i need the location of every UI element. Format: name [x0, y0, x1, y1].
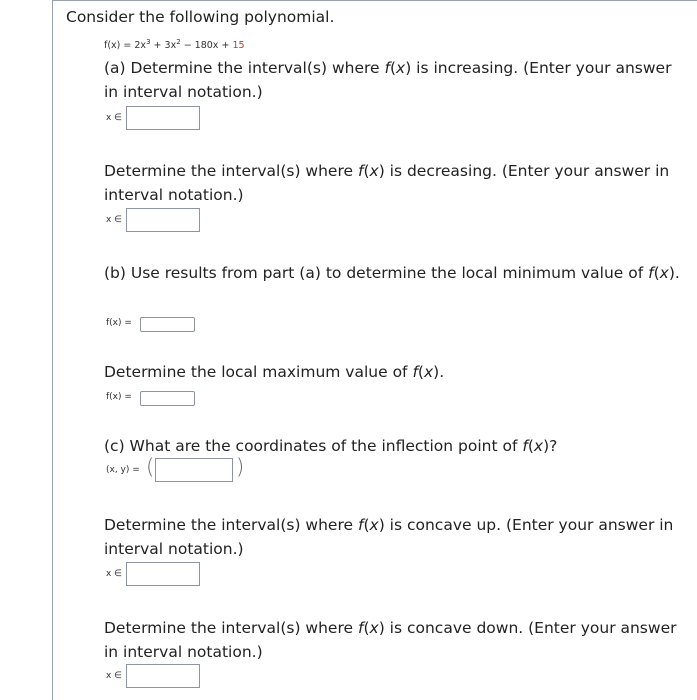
question-a-decreasing: Determine the interval(s) where f(x) is decreasing. (Enter your answer in interval notation.)	[104, 162, 670, 204]
concave-up-interval-input[interactable]	[126, 562, 200, 586]
fx-equals-label: f(x) =	[106, 318, 132, 328]
problem-intro: Consider the following polynomial.	[66, 8, 335, 26]
x-in-label: x ∈	[106, 215, 123, 225]
local-max-input[interactable]	[140, 391, 195, 406]
question-b-local-max: Determine the local maximum value of f(x).	[104, 363, 445, 381]
close-paren: )	[236, 455, 245, 479]
panel-top-border	[52, 0, 697, 1]
open-paren: (	[146, 455, 155, 479]
xy-equals-label: (x, y) =	[106, 465, 140, 475]
decreasing-interval-input[interactable]	[126, 208, 200, 232]
fx-equals-label: f(x) =	[106, 392, 132, 402]
panel-left-border	[52, 0, 53, 700]
concave-down-interval-input[interactable]	[126, 664, 200, 688]
question-c-inflection: (c) What are the coordinates of the inflection point of f(x)?	[104, 437, 558, 455]
question-c-concave-up: Determine the interval(s) where f(x) is concave up. (Enter your answer in interval notation.)	[104, 516, 674, 558]
x-in-label: x ∈	[106, 671, 123, 681]
question-c-concave-down: Determine the interval(s) where f(x) is concave down. (Enter your answer in interval notation.)	[104, 619, 677, 661]
increasing-interval-input[interactable]	[126, 106, 200, 130]
question-a-increasing: (a) Determine the interval(s) where f(x) is increasing. (Enter your answer in interval notation.)	[104, 59, 672, 101]
local-min-input[interactable]	[140, 317, 195, 332]
polynomial-expression: $f(x) = 2x^3 + 3x^2 - 180x + 15$	[104, 38, 245, 52]
polynomial-constant: 15	[232, 40, 245, 52]
x-in-label: x ∈	[106, 569, 123, 579]
x-in-label: x ∈	[106, 113, 123, 123]
inflection-point-input[interactable]	[155, 458, 233, 482]
question-b-local-min: (b) Use results from part (a) to determine the local minimum value of f(x).	[104, 264, 680, 282]
